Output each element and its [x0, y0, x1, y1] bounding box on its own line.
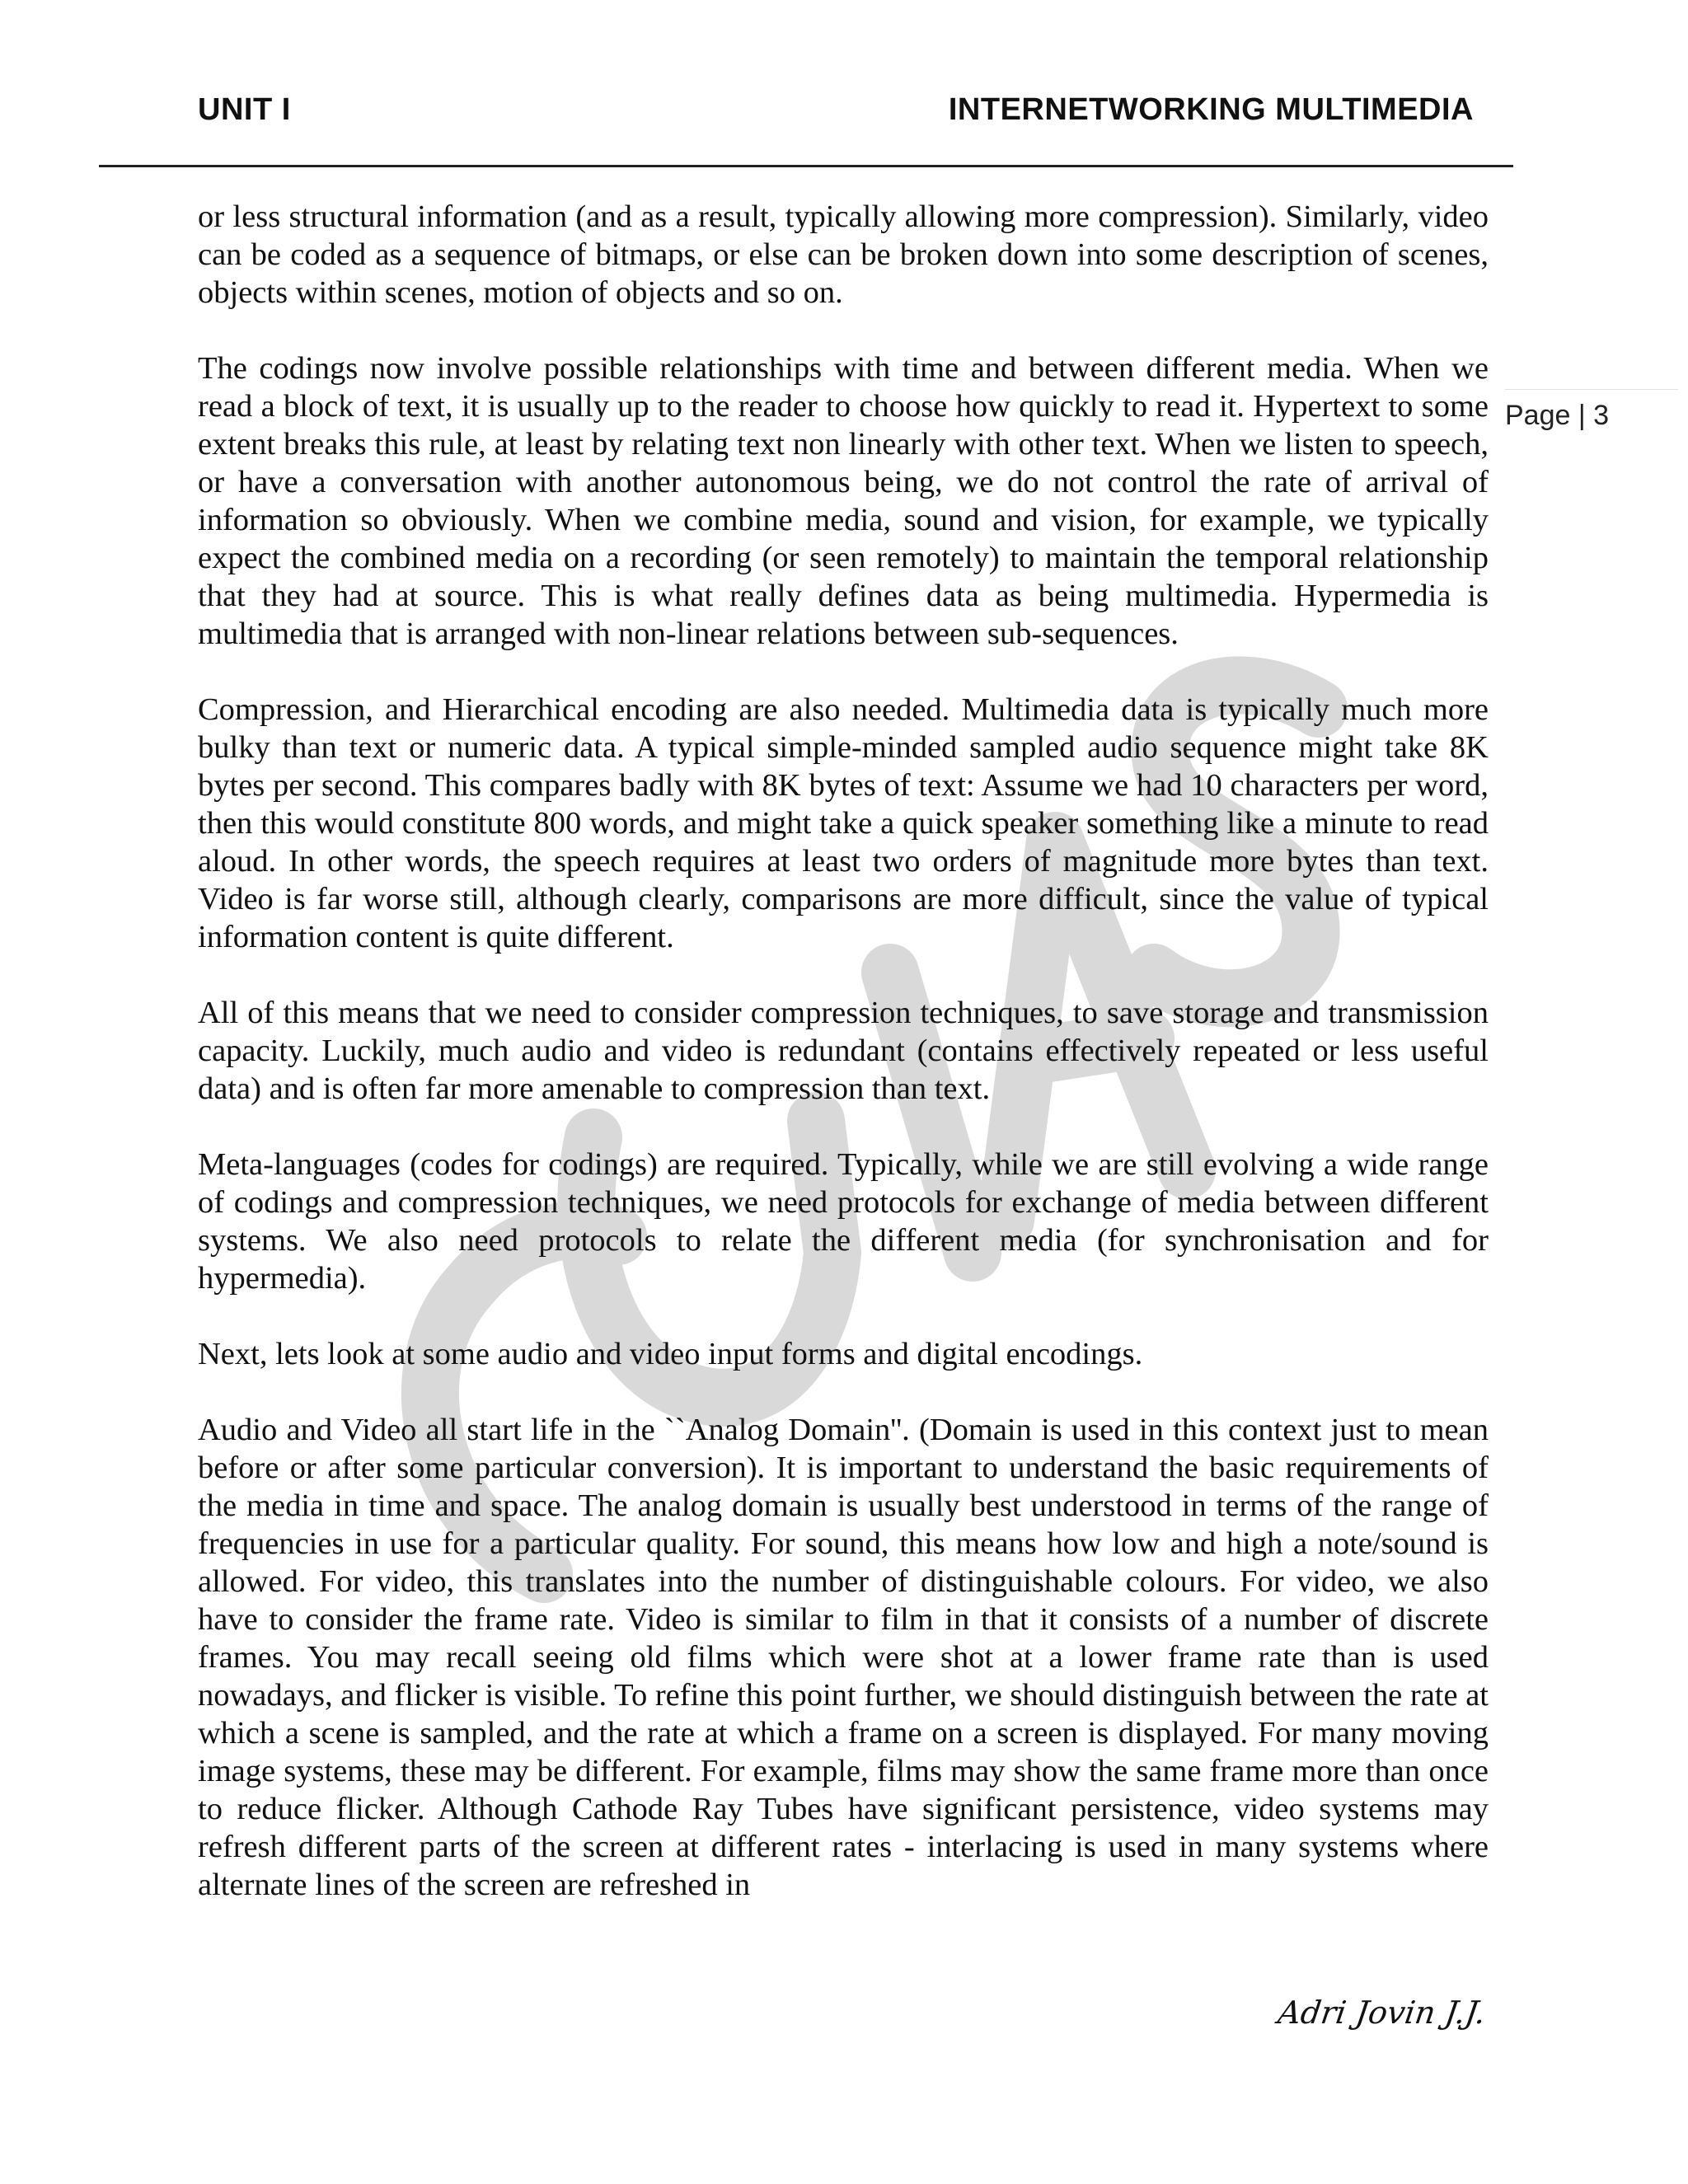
page-number: Page | 3 — [1505, 389, 1678, 432]
author-signature: Adri Jovin J.J. — [1275, 1994, 1489, 2031]
header-unit-label: UNIT I — [198, 92, 291, 127]
document-body — [198, 198, 1489, 1942]
header-divider — [99, 165, 1513, 167]
paragraph: All of this means that we need to consider compression techniques, to save storage and transmission capacity. Luckily, much audio and video is redundant (contains effectively repeated or less useful data) and is often far more amenable to compression than text. — [198, 996, 1489, 1106]
paragraph: The codings now involve possible relationships with time and between different media. When we read a block of text, it is usually up to the reader to choose how quickly to read it. Hypertext to some extent breaks this rule, at least by relating text non linearly with other text. When we listen to speech, or have a conversation with another autonomous being, we do not control the rate of arrival of information so obviously. When we combine media, sound and vision, for example, we typically expect the combined media on a recording (or seen remotely) to maintain the temporal relationship that they had at source. This is what really defines data as being multimedia. Hypermedia is multimedia that is arranged with non-linear relations between sub-sequences. — [198, 351, 1489, 651]
paragraph: Meta-languages (codes for codings) are required. Typically, while we are still evolving a wide range of codings and compression techniques, we need protocols for exchange of media between different systems. We also need protocols to relate the different media (for synchronisation and for hypermedia). — [198, 1147, 1489, 1296]
page-header — [198, 92, 1474, 142]
paragraph: or less structural information (and as a result, typically allowing more compression). Similarly, video can be coded as a sequence of bitmaps, or else can be broken down into some description of scenes, objects within scenes, motion of objects and so on. — [198, 199, 1489, 310]
header-subject-title: INTERNETWORKING MULTIMEDIA — [948, 92, 1474, 127]
paragraph: Compression, and Hierarchical encoding are also needed. Multimedia data is typically much more bulky than text or numeric data. A typical simple-minded sampled audio sequence might take 8K bytes per second. This compares badly with 8K bytes of text: Assume we had 10 characters per word, then this would constitute 800 words, and might take a quick speaker something like a minute to read aloud. In other words, the speech requires at least two orders of magnitude more bytes than text. Video is far worse still, although clearly, comparisons are more difficult, since the value of typical information content is quite different. — [198, 692, 1489, 954]
paragraph: Audio and Video all start life in the ``Analog Domain''. (Domain is used in this context just to mean before or after some particular conversion). It is important to understand the basic requirements of the media in time and space. The analog domain is usually best understood in terms of the range of frequencies in use for a particular quality. For sound, this means how low and high a note/sound is allowed. For video, this translates into the number of distinguishable colours. For video, we also have to consider the frame rate. Video is similar to film in that it consists of a number of discrete frames. You may recall seeing old films which were shot at a lower frame rate than is used nowadays, and flicker is visible. To refine this point further, we should distinguish between the rate at which a scene is sampled, and the rate at which a frame on a screen is displayed. For many moving image systems, these may be different. For example, films may show the same frame more than once to reduce flicker. Although Cathode Ray Tubes have significant persistence, video systems may refresh different parts of the screen at different rates - interlacing is used in many systems where alternate lines of the screen are refreshed in — [198, 1413, 1489, 1902]
paragraph: Next, lets look at some audio and video input forms and digital encodings. — [198, 1337, 1143, 1371]
